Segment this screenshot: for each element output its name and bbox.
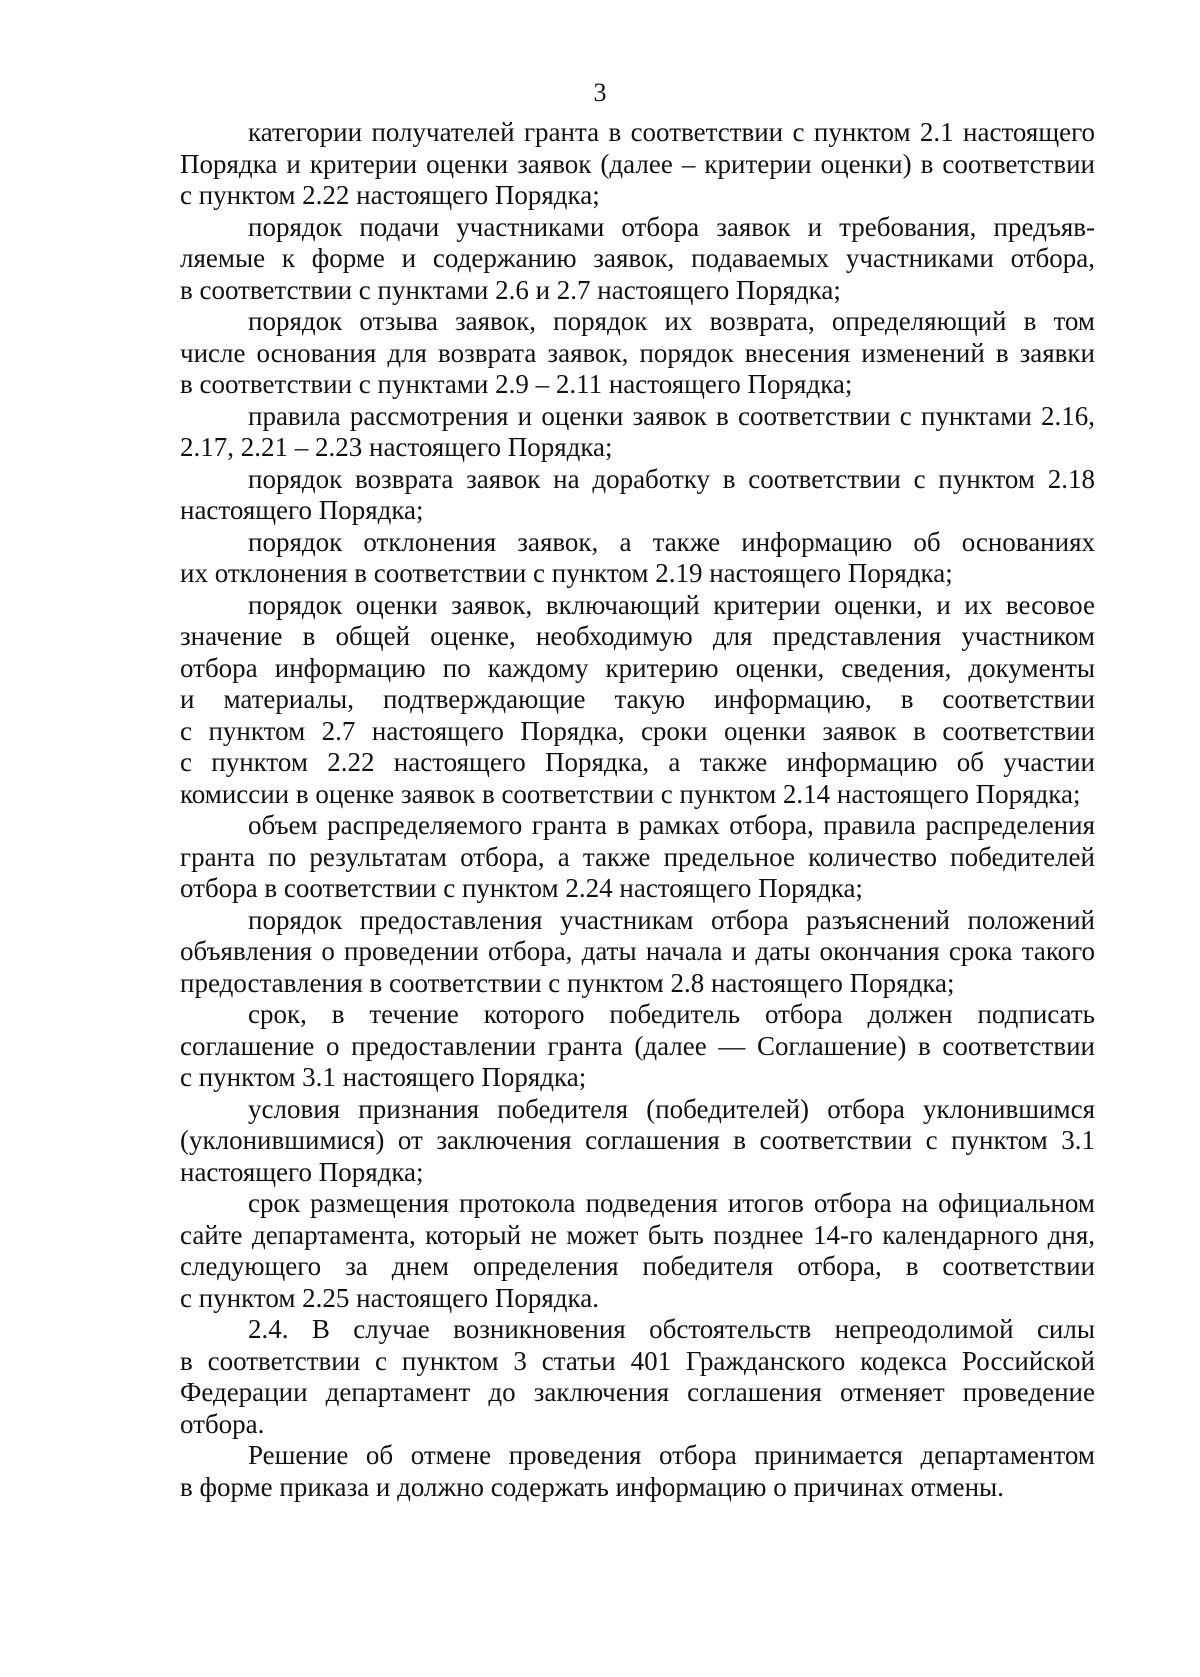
paragraph (180, 527, 1095, 590)
paragraph (180, 999, 1095, 1094)
text-line: с пунктом 2.7 настоящего Порядка, сроки оценки заявок в соответствии (180, 715, 1095, 746)
text-line: Федерации департамент до заключения соглашения отменяет проведение (180, 1377, 1095, 1407)
paragraph (180, 1188, 1095, 1314)
text-line: (уклонившимися) от заключения соглашения в соответствии с пунктом 3.1 (180, 1125, 1095, 1155)
text-line: порядок отзыва заявок, порядок их возврата, определяющий в том (248, 306, 1095, 336)
paragraph (180, 1094, 1095, 1189)
text-line: Решение об отмене проведения отбора принимается департаментом (248, 1440, 1095, 1470)
text-line: в соответствии с пунктами 2.6 и 2.7 настоящего Порядка; (180, 274, 841, 305)
text-line: настоящего Порядка; (180, 1156, 424, 1187)
text-line: в соответствии с пунктами 2.9 – 2.11 настоящего Порядка; (180, 369, 853, 399)
paragraph (180, 212, 1095, 307)
paragraph (180, 905, 1095, 1000)
paragraph (180, 117, 1095, 212)
paragraph (180, 590, 1095, 811)
text-line: в форме приказа и должно содержать информацию о причинах отмены. (180, 1471, 1004, 1502)
text-line: порядок подачи участниками отбора заявок и требования, предъяв- (248, 211, 1095, 242)
paragraph (180, 401, 1095, 464)
text-line: значение в общей оценке, необходимую для представления участником (180, 621, 1095, 651)
text-line: объявления о проведении отбора, даты начала и даты окончания срока такого (180, 936, 1095, 966)
text-line: с пунктом 2.22 настоящего Порядка; (180, 180, 600, 210)
text-line: отбора информацию по каждому критерию оценки, сведения, документы (180, 652, 1095, 683)
text-line: в соответствии с пунктом 3 статьи 401 Гражданского кодекса Российской (180, 1345, 1095, 1376)
text-line: отбора. (180, 1408, 265, 1439)
text-line: с пунктом 3.1 настоящего Порядка; (180, 1062, 587, 1092)
text-line: с пунктом 2.25 настоящего Порядка. (180, 1282, 599, 1313)
text-line: порядок возврата заявок на доработку в соответствии с пунктом 2.18 (248, 463, 1095, 494)
text-line: числе основания для возврата заявок, порядок внесения изменений в заявки (180, 337, 1095, 368)
text-line: срок размещения протокола подведения итогов отбора на официальном (248, 1188, 1095, 1218)
text-line: комиссии в оценке заявок в соответствии с пунктом 2.14 настоящего Порядка; (180, 778, 1081, 809)
text-line: и материалы, подтверждающие такую информацию, в соответствии (180, 684, 1095, 714)
paragraph (180, 306, 1095, 401)
document-body (180, 117, 1095, 1503)
text-line: объем распределяемого гранта в рамках отбора, правила распределения (248, 810, 1095, 840)
text-line: следующего за днем определения победителя отбора, в соответствии (180, 1251, 1095, 1281)
text-line: соглашение о предоставлении гранта (далее — Соглашение) в соответствии (180, 1030, 1095, 1061)
text-line: категории получателей гранта в соответствии с пунктом 2.1 настоящего (248, 117, 1095, 147)
paragraph (180, 464, 1095, 527)
text-line: порядок отклонения заявок, а также информацию об основаниях (248, 526, 1095, 557)
text-line: с пунктом 2.22 настоящего Порядка, а также информацию об участии (180, 747, 1095, 777)
text-line: ляемые к форме и содержанию заявок, подаваемых участниками отбора, (180, 243, 1095, 273)
paragraph (180, 1440, 1095, 1503)
text-line: условия признания победителя (победителей) отбора уклонившимся (248, 1093, 1095, 1124)
text-line: 2.4. В случае возникновения обстоятельств непреодолимой силы (248, 1314, 1095, 1344)
text-line: 2.17, 2.21 – 2.23 настоящего Порядка; (180, 432, 613, 462)
text-line: их отклонения в соответствии с пунктом 2.19 настоящего Порядка; (180, 558, 953, 588)
text-line: гранта по результатам отбора, а также предельное количество победителей (180, 841, 1095, 872)
text-line: сайте департамента, который не может быть позднее 14-го календарного дня, (180, 1219, 1095, 1250)
text-line: настоящего Порядка; (180, 495, 424, 525)
text-line: предоставления в соответствии с пунктом 2.8 настоящего Порядка; (180, 967, 955, 998)
text-line: правила рассмотрения и оценки заявок в соответствии с пунктами 2.16, (248, 400, 1095, 431)
text-line: отбора в соответствии с пунктом 2.24 настоящего Порядка; (180, 873, 863, 903)
text-line: срок, в течение которого победитель отбора должен подписать (248, 999, 1095, 1029)
text-line: Порядка и критерии оценки заявок (далее – критерии оценки) в соответствии (180, 148, 1095, 179)
paragraph (180, 810, 1095, 905)
text-line: порядок оценки заявок, включающий критерии оценки, и их весовое (248, 589, 1095, 620)
paragraph (180, 1314, 1095, 1440)
text-line: порядок предоставления участникам отбора разъяснений положений (248, 904, 1095, 935)
page-number: 3 (593, 78, 607, 107)
